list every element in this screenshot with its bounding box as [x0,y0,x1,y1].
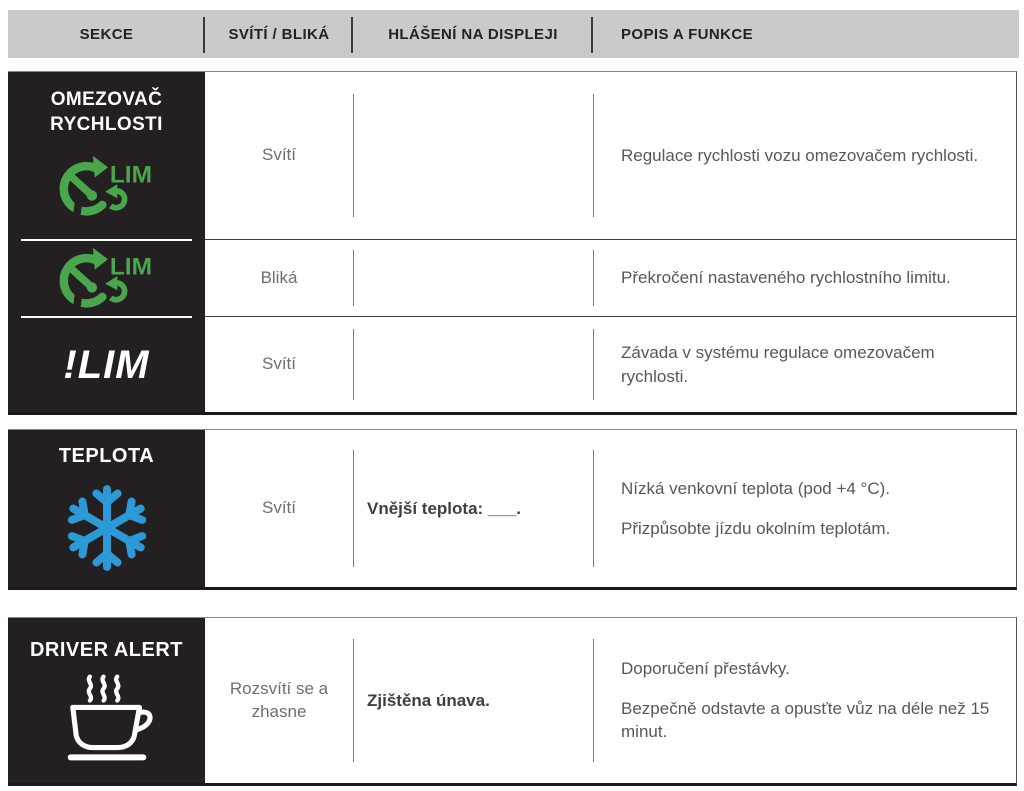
table-row [205,430,1016,587]
description-cell [593,317,1016,412]
header-cell-popis [593,10,1019,58]
speed-limiter-lim-icon [58,151,156,223]
state-cell [205,72,353,239]
speed-limiter-lim-icon [58,243,156,315]
description-cell [593,72,1016,239]
header-cell-sviti-blika [205,10,353,58]
state-text: Svítí [261,498,296,518]
state-text: Bliká [260,267,298,287]
header-label: HLÁŠENÍ NA DISPLEJI [388,25,558,43]
header-cell-sekce [8,10,205,58]
display-cell [353,317,593,412]
header-label: SEKCE [79,25,134,43]
section-sidebar [8,72,205,412]
sidebar-cell [8,241,205,316]
description-text: Přizpůsobte jízdu okolním teplotám. [621,518,891,538]
sidebar-cell [8,72,205,239]
display-cell [353,430,593,587]
state-cell [205,240,353,316]
column-divider [353,94,354,218]
display-text: Zjištěna únava. [367,690,490,710]
snowflake-icon [61,482,153,574]
header-label: SVÍTÍ / BLIKÁ [228,25,330,43]
section-speed-limiter [8,71,1017,415]
column-divider [353,329,354,399]
display-cell [353,240,593,316]
state-text: Rozsvítí se a zhasne [229,678,329,721]
section-sidebar [8,618,205,783]
column-divider [593,639,594,761]
section-title: TEPLOTA [58,445,155,467]
sidebar-cell [8,318,205,412]
table-row [205,72,1016,239]
state-cell [205,430,353,587]
description-text: Závada v systému regulace omezovačem rychlosti. [621,342,935,386]
state-text: Svítí [261,145,296,165]
section-rows [205,72,1016,412]
description-text: Překročení nastaveného rychlostního limitu. [621,268,951,288]
section-sidebar [8,430,205,587]
column-divider [353,250,354,306]
description-text: Regulace rychlosti vozu omezovačem rychlosti. [621,145,979,165]
section-rows [205,430,1016,587]
column-divider [353,450,354,566]
section-temperature [8,429,1017,590]
coffee-cup-icon [54,673,160,764]
description-cell [593,618,1016,783]
section-driver-alert [8,617,1017,786]
state-text: Svítí [261,354,296,374]
table-header-row [8,10,1019,58]
table-row [205,618,1016,783]
column-divider [353,639,354,761]
table-row [205,239,1016,316]
lim-label: LIM [109,160,152,188]
sidebar-cell [8,618,205,783]
description-cell [593,430,1016,587]
section-title: DRIVER ALERT [29,639,184,661]
section-title: OMEZOVAČ RYCHLOSTI [50,89,163,135]
display-cell [353,72,593,239]
header-cell-hlaseni [353,10,593,58]
description-text: Bezpečně odstavte a opusťte vůz na déle než 15 minut. [621,698,990,742]
display-text: Vnější teplota: ___. [367,498,521,518]
description-text: Doporučení přestávky. [621,658,790,678]
state-cell [205,618,353,783]
table-row [205,316,1016,412]
lim-fault-text: !LIM [63,342,150,387]
lim-label: LIM [109,252,152,280]
display-cell [353,618,593,783]
description-text: Nízká venkovní teplota (pod +4 °C). [621,478,891,498]
column-divider [593,250,594,306]
column-divider [593,329,594,399]
sidebar-cell [8,430,205,587]
column-divider [593,450,594,566]
description-cell [593,240,1016,316]
section-rows [205,618,1016,783]
column-divider [593,94,594,218]
header-label: POPIS A FUNKCE [621,25,754,43]
state-cell [205,317,353,412]
